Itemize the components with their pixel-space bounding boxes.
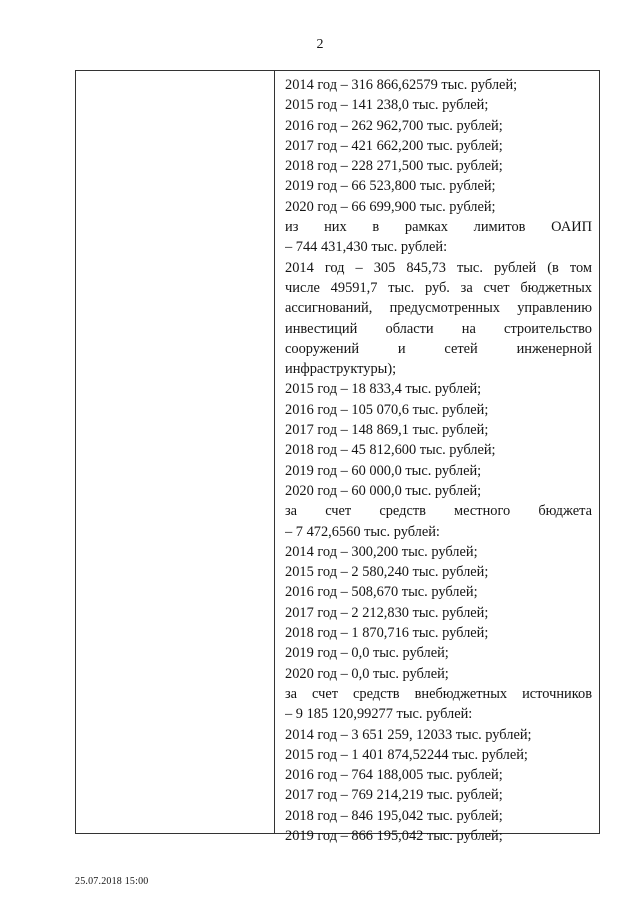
text-line: 2018 год – 846 195,042 тыс. рублей;	[285, 807, 503, 824]
text-line: 2020 год – 0,0 тыс. рублей;	[285, 665, 449, 682]
text-line: инфраструктуры);	[285, 361, 397, 378]
print-timestamp: 25.07.2018 15:00	[75, 876, 149, 887]
text-line: 2019 год – 0,0 тыс. рублей;	[285, 645, 449, 662]
text-line: – 9 185 120,99277 тыс. рублей:	[285, 706, 473, 723]
text-line: за счет средств местного бюджета	[285, 503, 592, 520]
text-line: 2017 год – 2 212,830 тыс. рублей;	[285, 604, 489, 621]
funding-table	[75, 70, 600, 844]
text-line: 2019 год – 66 523,800 тыс. рублей;	[285, 178, 496, 195]
text-line: 2015 год – 18 833,4 тыс. рублей;	[285, 381, 482, 398]
text-line: 2015 год – 141 238,0 тыс. рублей;	[285, 97, 489, 114]
text-line: 2017 год – 148 869,1 тыс. рублей;	[285, 422, 489, 439]
page-number: 2	[316, 37, 324, 52]
text-line: 2020 год – 66 699,900 тыс. рублей;	[285, 198, 496, 215]
text-line: 2017 год – 421 662,200 тыс. рублей;	[285, 137, 503, 154]
text-line: 2017 год – 769 214,219 тыс. рублей;	[285, 787, 503, 804]
text-line: 2014 год – 3 651 259, 12033 тыс. рублей;	[285, 726, 532, 743]
text-line: – 7 472,6560 тыс. рублей:	[285, 523, 440, 540]
text-line: 2016 год – 764 188,005 тыс. рублей;	[285, 767, 503, 784]
text-line: 2014 год – 300,200 тыс. рублей;	[285, 543, 478, 560]
text-line: сооружений и сетей инженерной	[285, 340, 592, 357]
text-line: 2015 год – 2 580,240 тыс. рублей;	[285, 564, 489, 581]
table-left-cell	[76, 71, 275, 833]
text-line: 2016 год – 508,670 тыс. рублей;	[285, 584, 478, 601]
text-line: инвестиций области на строительство	[285, 320, 592, 337]
text-line: ассигнований, предусмотренных управлению	[285, 300, 592, 317]
text-line: за счет средств внебюджетных источников	[285, 685, 592, 702]
text-line: 2014 год – 305 845,73 тыс. рублей (в том	[285, 259, 592, 276]
text-line: – 744 431,430 тыс. рублей:	[285, 239, 448, 256]
text-line: числе 49591,7 тыс. руб. за счет бюджетных	[285, 279, 592, 296]
text-line: 2016 год – 262 962,700 тыс. рублей;	[285, 117, 503, 134]
text-line: 2019 год – 60 000,0 тыс. рублей;	[285, 462, 482, 479]
text-line: 2015 год – 1 401 874,52244 тыс. рублей;	[285, 746, 528, 763]
funding-lines	[285, 75, 592, 846]
text-line: 2014 год – 316 866,62579 тыс. рублей;	[285, 77, 518, 93]
text-line: 2018 год – 228 271,500 тыс. рублей;	[285, 158, 503, 175]
table-right-cell	[274, 71, 599, 844]
text-line: из них в рамках лимитов ОАИП	[285, 219, 592, 236]
text-line: 2018 год – 1 870,716 тыс. рублей;	[285, 625, 489, 642]
text-line: 2019 год – 866 195,042 тыс. рублей;	[285, 827, 503, 844]
text-line: 2020 год – 60 000,0 тыс. рублей;	[285, 482, 482, 499]
text-line: 2016 год – 105 070,6 тыс. рублей;	[285, 401, 489, 418]
text-line: 2018 год – 45 812,600 тыс. рублей;	[285, 442, 496, 459]
